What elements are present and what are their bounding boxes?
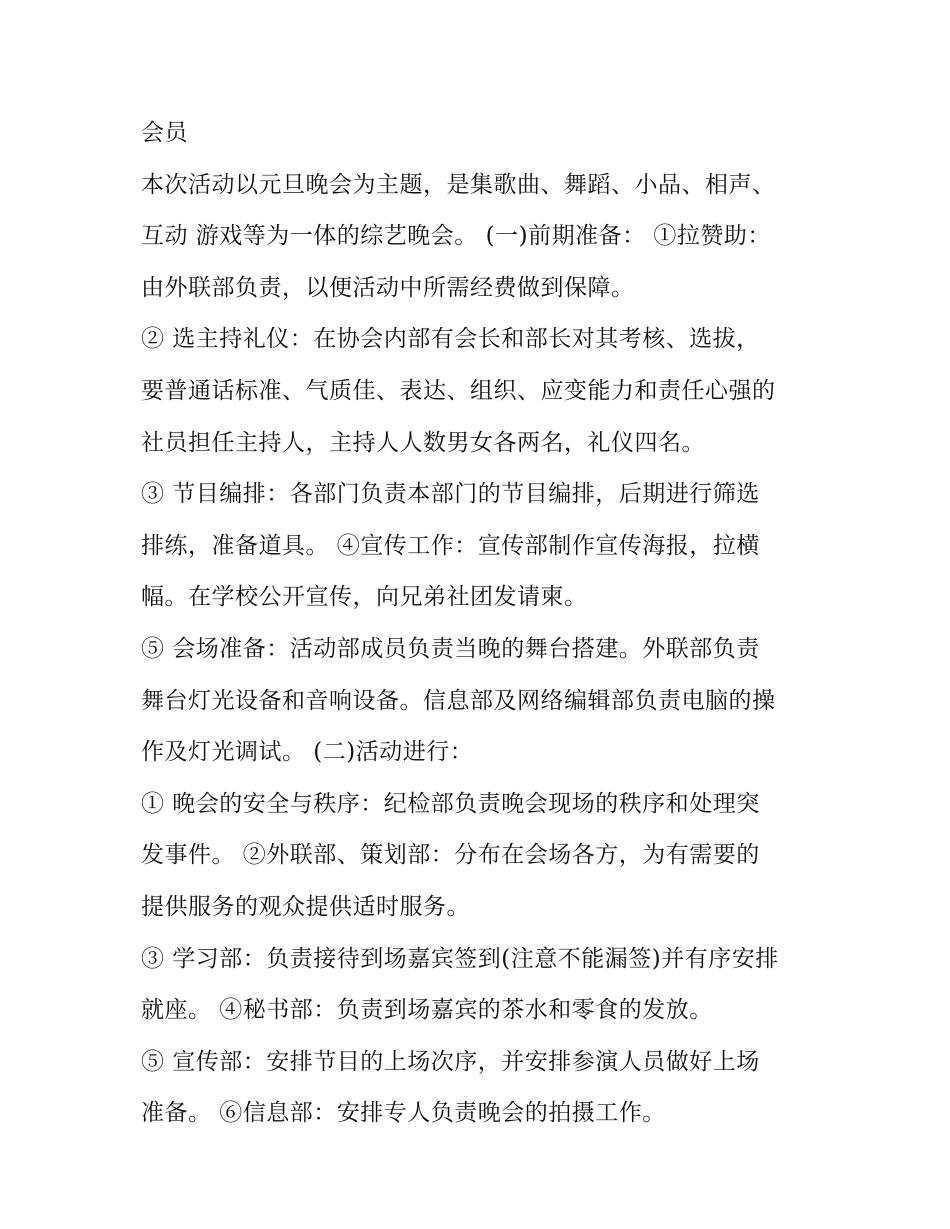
text-line: 要普通话标准、气质佳、表达、组织、应变能力和责任心强的 bbox=[141, 377, 776, 404]
text-line: 幅。在学校公开宣传，向兄弟社团发请柬。 bbox=[141, 584, 588, 611]
text-line: 会员 bbox=[141, 120, 188, 146]
text-line: 舞台灯光设备和音响设备。信息部及网络编辑部负责电脑的操 bbox=[141, 687, 776, 714]
text-line: ③ 节目编排：各部门负责本部门的节目编排，后期进行筛选 bbox=[141, 481, 760, 508]
text-line: 发事件。 ②外联部、策划部：分布在会场各方，为有需要的 bbox=[141, 842, 760, 869]
text-line: 社员担任主持人，主持人人数男女各两名，礼仪四名。 bbox=[141, 429, 705, 456]
text-line: ⑤ 宣传部：安排节目的上场次序，并安排参演人员做好上场 bbox=[141, 1048, 760, 1075]
text-line: 就座。 ④秘书部：负责到场嘉宾的茶水和零食的发放。 bbox=[141, 997, 713, 1024]
text-line: ⑤ 会场准备：活动部成员负责当晚的舞台搭建。外联部负责 bbox=[141, 635, 760, 662]
text-line: 准备。 ⑥信息部：安排专人负责晚会的拍摄工作。 bbox=[141, 1100, 666, 1127]
text-line: ① 晚会的安全与秩序：纪检部负责晚会现场的秩序和处理突 bbox=[141, 790, 760, 817]
text-line: 排练，准备道具。 ④宣传工作：宣传部制作宣传海报，拉横 bbox=[141, 532, 760, 559]
text-line: 由外联部负责，以便活动中所需经费做到保障。 bbox=[141, 274, 635, 301]
text-line: 互动 游戏等为一体的综艺晚会。 (一)前期准备： ①拉赞助： bbox=[141, 223, 771, 250]
text-line: 作及灯光调试。 (二)活动进行： bbox=[141, 739, 474, 766]
text-line: ③ 学习部：负责接待到场嘉宾签到(注意不能漏签)并有序安排 bbox=[141, 945, 779, 972]
text-line: 本次活动以元旦晚会为主题，是集歌曲、舞蹈、小品、相声、 bbox=[141, 171, 776, 198]
text-line: 提供服务的观众提供适时服务。 bbox=[141, 893, 470, 920]
document-body bbox=[141, 108, 821, 1140]
text-line: ② 选主持礼仪：在协会内部有会长和部长对其考核、选拔， bbox=[141, 326, 760, 353]
